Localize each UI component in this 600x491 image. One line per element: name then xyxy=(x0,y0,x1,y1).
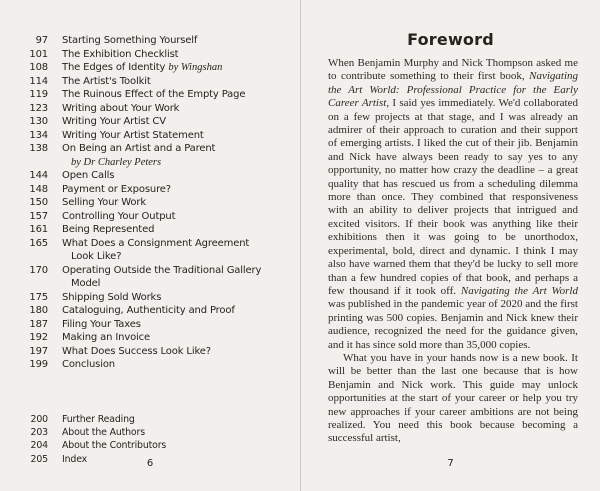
toc-entry-title: About the Contributors xyxy=(62,440,167,452)
toc-entry-title: Further Reading xyxy=(62,413,135,425)
toc-entry-page-number: 138 xyxy=(29,143,48,154)
text-run: When Benjamin Murphy and Nick Thompson asked me to contribute something to their first book, xyxy=(328,57,578,83)
toc-entry-title: Filing Your Taxes xyxy=(62,318,141,330)
toc-entry-title: What Does Success Look Like? xyxy=(62,345,211,357)
toc-entry-title: The Artist's Toolkit xyxy=(62,75,151,87)
toc-entry xyxy=(0,413,300,426)
toc-entry xyxy=(0,183,300,197)
toc-entry xyxy=(0,237,300,264)
toc-entry-title: Writing about Your Work xyxy=(62,102,180,114)
toc-entry xyxy=(0,210,300,224)
toc-entry-page-number: 187 xyxy=(29,318,48,330)
toc-entry-title: Payment or Exposure? xyxy=(62,183,171,195)
left-page-number: 6 xyxy=(146,458,154,469)
toc-entry-page-number: 197 xyxy=(29,345,48,357)
toc-entry xyxy=(0,88,300,102)
foreword-page xyxy=(300,0,600,491)
toc-entry-title: Starting Something Yourself xyxy=(62,35,198,46)
toc-entry-title: Selling Your Work xyxy=(62,197,146,208)
toc-entry xyxy=(0,115,300,129)
toc-entry-title: Index xyxy=(62,453,88,465)
toc-entry-title: The Exhibition Checklist xyxy=(62,48,179,60)
toc-entry-page-number: 108 xyxy=(29,62,48,73)
toc-entry-page-number: 203 xyxy=(30,426,48,438)
toc-entry-page-number: 199 xyxy=(29,359,48,370)
toc-entry xyxy=(0,223,300,237)
toc-entry-page-number: 150 xyxy=(29,197,48,208)
toc-entry-title: Writing Your Artist Statement xyxy=(62,129,204,141)
toc-entry-page-number: 114 xyxy=(29,75,48,87)
toc-entry-title: Conclusion xyxy=(62,359,115,370)
toc-entry-page-number: 134 xyxy=(29,129,48,141)
toc-entry-page-number: 130 xyxy=(29,116,48,127)
toc-entry xyxy=(0,34,300,48)
toc-entry-byline: by Dr Charley Peters xyxy=(71,156,162,168)
toc-entry-title-wrap: Look Like? xyxy=(71,251,122,262)
toc-entry xyxy=(0,169,300,183)
toc-entry xyxy=(0,291,300,305)
toc-entry xyxy=(0,48,300,62)
toc-entry xyxy=(0,358,300,372)
toc-entry-title: Being Represented xyxy=(62,224,155,235)
toc-entry-title: Cataloguing, Authenticity and Proof xyxy=(62,305,235,316)
toc-entry xyxy=(0,345,300,359)
toc-entry xyxy=(0,426,300,439)
toc-entry-page-number: 204 xyxy=(30,440,48,452)
right-page-number: 7 xyxy=(447,458,454,469)
toc-entry xyxy=(0,129,300,143)
italic-text-run: Navigating the Art World xyxy=(460,284,578,297)
text-run: What you have in your hands now is a new book. It will be better than the last one because that is how Benjamin and Nick work. This guide may unlock opportunities at the start of your career or help you try new approaches if your career ambitions are not being realized. You need this book because becoming a successful artist, xyxy=(328,351,578,445)
italic-text-run: Navigating the Art World: Professional Practice for the Early Career Artist xyxy=(328,70,578,110)
toc-entry-page-number: 148 xyxy=(29,183,48,195)
foreword-heading: Foreword xyxy=(407,30,494,49)
toc-entry xyxy=(0,439,300,452)
toc-entry-page-number: 161 xyxy=(29,224,48,235)
foreword-paragraph xyxy=(328,352,578,446)
toc-entry-title: Writing Your Artist CV xyxy=(62,116,166,127)
toc-entry-page-number: 175 xyxy=(29,291,48,303)
toc-entry xyxy=(0,264,300,291)
toc-entry xyxy=(0,75,300,89)
toc-entry-title: Open Calls xyxy=(62,170,115,181)
toc-entry xyxy=(0,61,300,75)
toc-entry-title: About the Authors xyxy=(62,426,145,438)
toc-entry-title: On Being an Artist and a Parent by Dr Charley Peters xyxy=(62,143,216,168)
toc-entry xyxy=(0,142,300,169)
text-run: was published in the pandemic year of 2020 and the first printing was 500 copies. Benjamin and Nick knew their audience, recognized the need for the guidance given, and it has since sold more than 35,000 copies. xyxy=(328,298,578,351)
toc-entry-title: What Does a Consignment Agreement Look Like? xyxy=(62,237,250,262)
toc-entry-byline: by Wingshan xyxy=(168,62,223,73)
toc-entry-page-number: 157 xyxy=(29,210,48,222)
toc-entry-title: Making an Invoice xyxy=(62,332,151,343)
toc-entry-page-number: 119 xyxy=(29,89,48,100)
text-run: , I said yes immediately. We'd collaborated on a few projects at that stage, and I was already an admirer of their approach to curation and their support of emerging artists. I liked the cut of their jib. Benjamin and Nick have always been ready to say yes to any opportunity, no matter how crazy the deadline – a great quality that has rescued us from a scheduling dilemma more than once. They combined that responsiveness with an ability to deliver projects that intrigued and excited visitors. If their book was anything like their exhibitions then it was going to be unorthodox, experimental, bold, direct and dynamic. I think I may also have warned them that they'd be lucky to sell more than a few hundred copies of that book, and perhaps a few thousand if it took off. xyxy=(328,97,578,297)
toc-entry-page-number: 123 xyxy=(29,102,48,114)
toc-list xyxy=(0,0,300,372)
toc-entry-title: Operating Outside the Traditional Gallery Model xyxy=(62,264,262,289)
toc-entry-page-number: 101 xyxy=(29,48,48,60)
toc-entry-title: Controlling Your Output xyxy=(62,210,176,222)
toc-entry-title: The Ruinous Effect of the Empty Page xyxy=(62,89,246,100)
toc-entry xyxy=(0,102,300,116)
toc-entry xyxy=(0,196,300,210)
toc-entry-title: The Edges of Identity by Wingshan xyxy=(62,62,223,73)
foreword-text xyxy=(328,57,578,446)
toc-entry-page-number: 205 xyxy=(30,453,48,465)
toc-entry-page-number: 170 xyxy=(29,264,48,276)
toc-entry xyxy=(0,304,300,318)
foreword-paragraph xyxy=(328,57,578,352)
toc-entry-title: Shipping Sold Works xyxy=(62,291,162,303)
toc-entry xyxy=(0,318,300,332)
toc-entry-page-number: 165 xyxy=(29,237,48,249)
toc-entry-page-number: 192 xyxy=(29,332,48,343)
toc-entry-page-number: 144 xyxy=(29,170,48,181)
toc-entry-title-wrap: Model xyxy=(71,278,101,289)
toc-back-matter-list xyxy=(0,379,300,467)
toc-entry-page-number: 97 xyxy=(35,35,48,46)
toc-entry-page-number: 180 xyxy=(29,305,48,316)
toc-entry xyxy=(0,331,300,345)
toc-entry-page-number: 200 xyxy=(30,413,48,425)
